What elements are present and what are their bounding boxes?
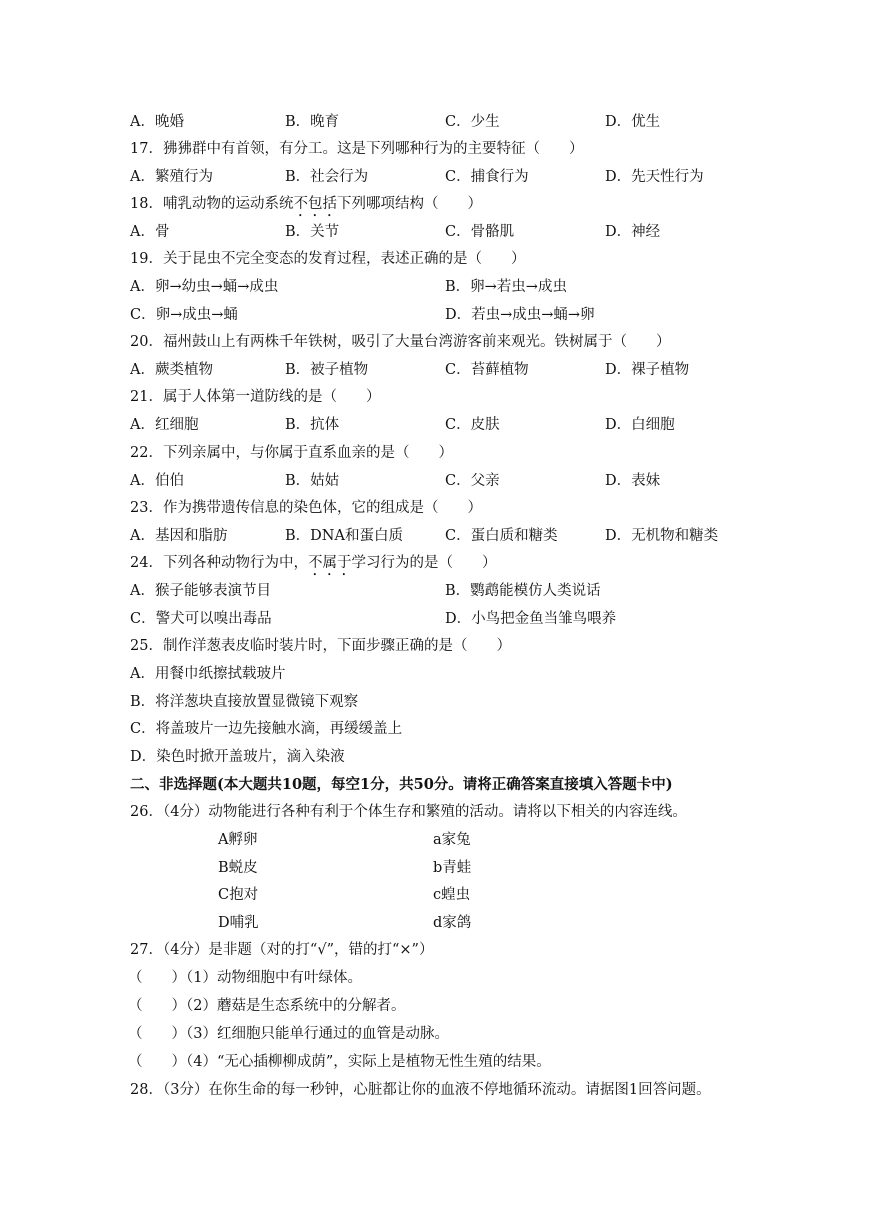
q21-option-a: A．红细胞 xyxy=(130,417,199,433)
q23-option-c: C．蛋白质和糖类 xyxy=(445,528,558,544)
q23-option-a: A．基因和脂肪 xyxy=(130,528,228,544)
q16-option-c: C．少生 xyxy=(445,114,500,130)
q27-item-4: （ ）（4）“无心插柳柳成荫”，实际上是植物无性生殖的结果。 xyxy=(128,1054,551,1070)
q19-option-d: D．若虫→成虫→蛹→卵 xyxy=(445,307,595,323)
q26-right-d: d家鸽 xyxy=(433,915,472,931)
q24-option-c: C．警犬可以嗅出毒品 xyxy=(130,611,272,627)
q20-option-c: C．苔藓植物 xyxy=(445,362,529,378)
q20-stem: 20．福州鼓山上有两株千年铁树，吸引了大量台湾游客前来观光。铁树属于（ ） xyxy=(130,334,671,350)
q27-item-1: （ ）（1）动物细胞中有叶绿体。 xyxy=(128,970,362,986)
q21-option-c: C．皮肤 xyxy=(445,417,500,433)
q26-left-d: D哺乳 xyxy=(218,915,259,931)
q22-stem: 22．下列亲属中，与你属于直系血亲的是（ ） xyxy=(130,445,453,461)
q24-stem-post: 学习行为的是（ ） xyxy=(351,555,497,571)
q17-option-a: A．繁殖行为 xyxy=(130,169,213,185)
q23-option-d: D．无机物和糖类 xyxy=(605,528,719,544)
q26-right-a: a家兔 xyxy=(433,832,471,848)
q18-option-b: B．关节 xyxy=(285,224,340,240)
section-2-heading: 二、非选择题(本大题共10题，每空1分，共50分。请将正确答案直接填入答题卡中) xyxy=(130,776,673,793)
q24-stem-emphasis: 不属于 xyxy=(307,555,352,571)
q25-option-a: A．用餐巾纸擦拭载玻片 xyxy=(130,666,286,682)
q17-option-b: B．社会行为 xyxy=(285,169,369,185)
q18-stem-pre: 18．哺乳动物的运动系统 xyxy=(130,196,294,212)
q25-stem: 25．制作洋葱表皮临时装片时，下面步骤正确的是（ ） xyxy=(130,638,511,654)
q18-stem-emphasis: 不包括 xyxy=(293,196,337,212)
q26-right-c: c蝗虫 xyxy=(433,887,471,903)
q18-option-d: D．神经 xyxy=(605,224,661,240)
q17-option-d: D．先天性行为 xyxy=(605,169,704,185)
q22-option-b: B．姑姑 xyxy=(285,473,340,489)
q26-stem: 26．（4分）动物能进行各种有利于个体生存和繁殖的活动。请将以下相关的内容连线。 xyxy=(130,804,687,820)
q25-option-b: B．将洋葱块直接放置显微镜下观察 xyxy=(130,694,359,710)
q28-stem: 28．（3分）在你生命的每一秒钟，心脏都让你的血液不停地循环流动。请据图1回答问题。 xyxy=(130,1082,711,1098)
q19-option-a: A．卵→幼虫→蛹→成虫 xyxy=(130,279,279,295)
q26-left-b: B蜕皮 xyxy=(218,860,258,876)
q18-option-a: A．骨 xyxy=(130,224,170,240)
q21-stem: 21．属于人体第一道防线的是（ ） xyxy=(130,389,381,405)
q27-item-3: （ ）（3）红细胞只能单行通过的血管是动脉。 xyxy=(128,1026,449,1042)
q21-option-b: B．抗体 xyxy=(285,417,340,433)
q24-stem xyxy=(130,553,496,579)
q20-option-d: D．裸子植物 xyxy=(605,362,690,378)
q17-stem: 17．狒狒群中有首领，有分工。这是下列哪种行为的主要特征（ ） xyxy=(130,141,584,157)
q26-left-a: A孵卵 xyxy=(218,832,258,848)
q17-option-c: C．捕食行为 xyxy=(445,169,529,185)
q18-option-c: C．骨骼肌 xyxy=(445,224,515,240)
q16-option-a: A．晚婚 xyxy=(130,114,184,130)
q24-option-d: D．小鸟把金鱼当雏鸟喂养 xyxy=(445,611,617,627)
q25-option-d: D．染色时掀开盖玻片，滴入染液 xyxy=(130,749,345,765)
q25-option-c: C．将盖玻片一边先接触水滴，再缓缓盖上 xyxy=(130,721,403,737)
q19-option-c: C．卵→成虫→蛹 xyxy=(130,307,238,323)
q24-option-a: A．猴子能够表演节目 xyxy=(130,583,271,599)
q27-item-2: （ ）（2）蘑菇是生态系统中的分解者。 xyxy=(128,998,406,1014)
q23-stem: 23．作为携带遗传信息的染色体，它的组成是（ ） xyxy=(130,500,482,516)
q16-option-b: B．晚育 xyxy=(285,114,340,130)
q21-option-d: D．白细胞 xyxy=(605,417,675,433)
q20-option-a: A．蕨类植物 xyxy=(130,362,213,378)
q19-stem: 19．关于昆虫不完全变态的发育过程，表述正确的是（ ） xyxy=(130,251,526,267)
q20-option-b: B．被子植物 xyxy=(285,362,369,378)
q22-option-a: A．伯伯 xyxy=(130,473,184,489)
q18-stem-post: 下列哪项结构（ ） xyxy=(336,196,482,212)
q19-option-b: B．卵→若虫→成虫 xyxy=(445,279,567,295)
q24-stem-pre: 24．下列各种动物行为中， xyxy=(130,555,308,571)
q16-option-d: D．优生 xyxy=(605,114,661,130)
q22-option-d: D．表妹 xyxy=(605,473,661,489)
q23-option-b: B．DNA和蛋白质 xyxy=(285,528,403,544)
q26-right-b: b青蛙 xyxy=(433,860,472,876)
q22-option-c: C．父亲 xyxy=(445,473,500,489)
q27-stem: 27．（4分）是非题（对的打“√”，错的打“×”） xyxy=(130,942,434,958)
q26-left-c: C抱对 xyxy=(218,887,259,903)
q18-stem xyxy=(130,194,482,220)
q24-option-b: B．鹦鹉能模仿人类说话 xyxy=(445,583,601,599)
